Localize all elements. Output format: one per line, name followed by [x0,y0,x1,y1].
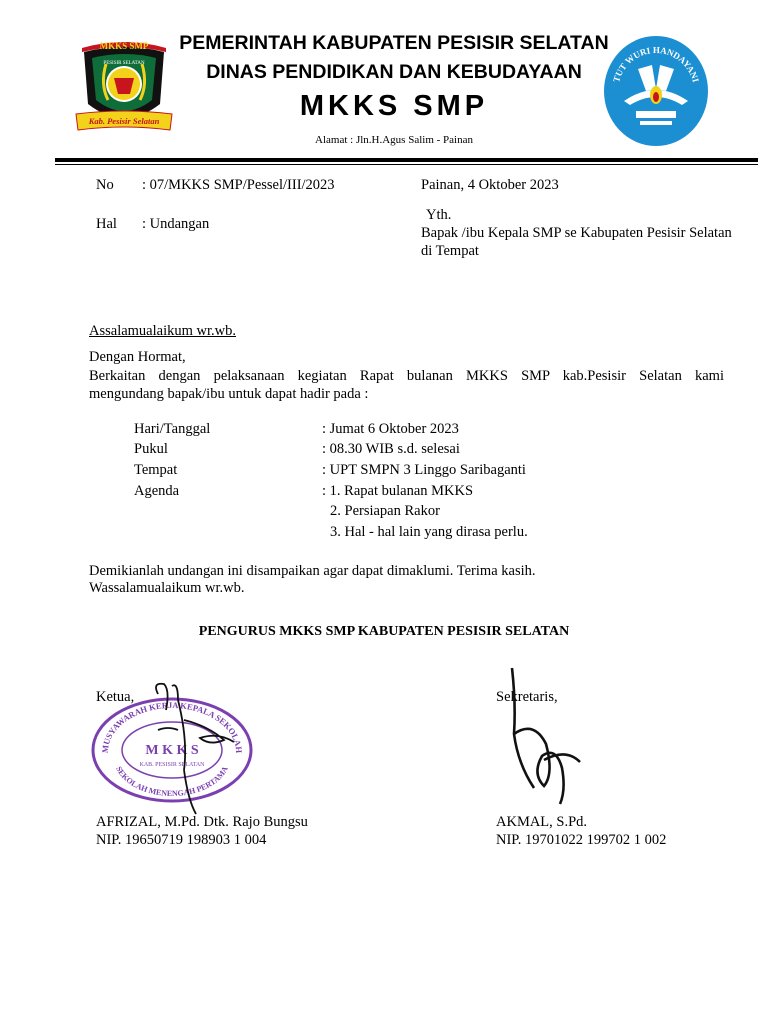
chair-signature [148,680,244,820]
secretary-name: AKMAL, S.Pd. [496,814,588,830]
tut-wuri-handayani-logo [602,35,710,147]
tut-wuri-arc-text: TUT WURI HANDAYANI [611,44,701,84]
stamp-bottom-text: SEKOLAH MENENGAH PERTAMA [114,764,230,799]
detail-label: Tempat [134,462,178,478]
recipient-place: di Tempat [421,243,479,259]
detail-label: Pukul [134,441,168,457]
detail-value: : 1. Rapat bulanan MKKS [322,483,474,499]
recipient-line: Bapak /ibu Kepala SMP se Kabupaten Pesisir Selatan [421,225,732,241]
no-value: : 07/MKKS SMP/Pessel/III/2023 [142,177,335,193]
chair-name: AFRIZAL, M.Pd. Dtk. Rajo Bungsu [96,814,308,830]
secretary-role: Sekretaris, [496,689,558,705]
mkks-logo-band-text: Kab. Pesisir Selatan [88,116,160,126]
detail-label: Hari/Tanggal [134,421,211,437]
detail-value: : Jumat 6 Oktober 2023 [322,421,459,437]
place-date: Painan, 4 Oktober 2023 [421,177,559,193]
paragraph-line-2: mengundang bapak/ibu untuk dapat hadir pada : [89,386,369,402]
hal-label: Hal [96,216,117,232]
no-label: No [96,177,114,193]
secretary-signature [504,664,590,814]
letterhead-rule-thick [55,158,758,162]
board-title: PENGURUS MKKS SMP KABUPATEN PESISIR SELATAN [198,624,570,639]
letterhead-line1: PEMERINTAH KABUPATEN PESISIR SELATAN [179,32,609,54]
stamp-center-text: M K K S [145,743,199,758]
stamp-sub-text: KAB. PESISIR SELATAN [139,762,205,768]
letterhead-line3: MKKS SMP [299,90,489,122]
stamp-outer-text: MUSYAWARAH KERJA KEPALA SEKOLAH [99,699,245,754]
recipient-yth: Yth. [426,207,452,223]
greeting: Assalamualaikum wr.wb. [89,323,236,339]
detail-value: : UPT SMPN 3 Linggo Saribaganti [322,462,526,478]
secretary-nip: NIP. 19701022 199702 1 002 [496,832,667,848]
hal-value: : Undangan [142,216,210,232]
chair-role: Ketua, [96,689,135,705]
paragraph-line-1: Berkaitan dengan pelaksanaan kegiatan Rapat bulanan MKKS SMP kab.Pesisir Selatan kami [89,368,724,384]
letterhead-rule-thin [55,164,758,165]
closing-line-2: Wassalamualaikum wr.wb. [89,580,245,596]
agenda-item: 3. Hal - hal lain yang dirasa perlu. [330,524,528,540]
mkks-logo-top-text: MKKS SMP [99,41,149,51]
detail-label: Agenda [134,483,180,499]
opening: Dengan Hormat, [89,349,186,365]
agenda-item: 2. Persiapan Rakor [330,503,440,519]
closing-line-1: Demikianlah undangan ini disampaikan agar dapat dimaklumi. Terima kasih. [89,563,536,579]
letterhead-line2: DINAS PENDIDIKAN DAN KEBUDAYAAN [206,61,582,83]
mkks-logo-inner-text: PESISIR SELATAN [103,61,145,66]
detail-value: : 08.30 WIB s.d. selesai [322,441,460,457]
letterhead-address: Alamat : Jln.H.Agus Salim - Painan [315,134,473,146]
chair-nip: NIP. 19650719 198903 1 004 [96,832,267,848]
